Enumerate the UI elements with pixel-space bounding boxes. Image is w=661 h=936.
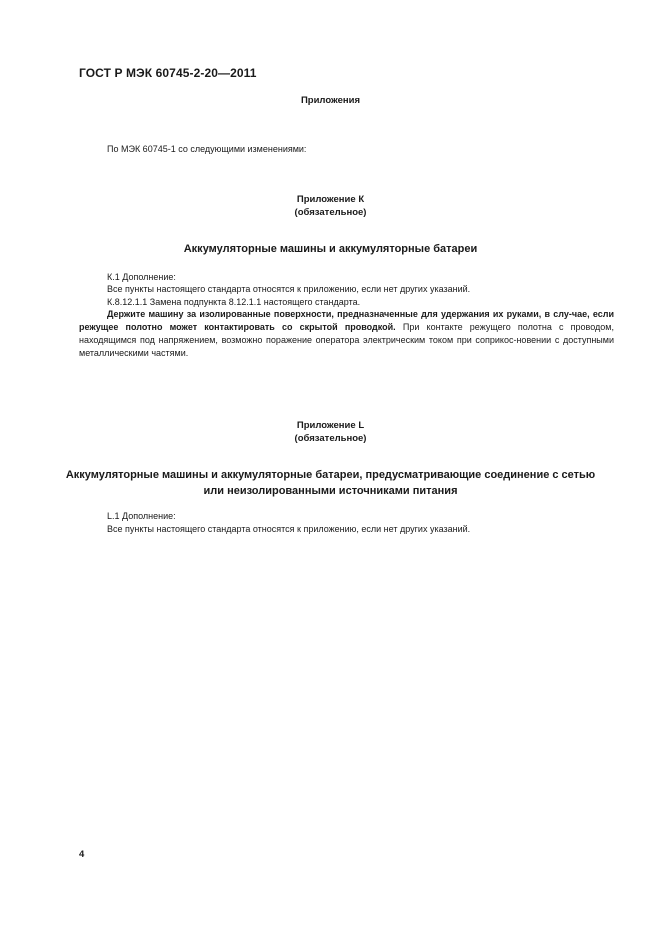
annex-l-header (0, 419, 661, 445)
annex-l-clause-l1: L.1 Дополнение: (107, 511, 176, 521)
annex-k-warning-paragraph (79, 308, 614, 360)
annex-l-title-line2: или неизолированными источниками питания (203, 485, 458, 497)
annex-k-heading: Приложение К (296, 194, 365, 205)
annex-k-warning-normal: При контакте режущего полотна с проводом, находящимся под напряжением, возможно поражение оператора электрическим током при соприкос-новении с доступными металлическими частями. (79, 322, 614, 358)
annex-l-heading: Приложение L (296, 420, 365, 431)
annex-k-clause-k1: К.1 Дополнение: (107, 272, 176, 282)
section-title: Приложения (300, 95, 361, 106)
page-number: 4 (79, 849, 85, 860)
annex-l-title-line1: Аккумуляторные машины и аккумуляторные батареи, предусматривающие соединение с сетью (65, 469, 596, 481)
annex-k-header (0, 193, 661, 219)
annex-k-clause-k1-text: Все пункты настоящего стандарта относятся к приложению, если нет других указаний. (107, 284, 471, 294)
annex-k-title: Аккумуляторные машины и аккумуляторные батареи (183, 243, 478, 255)
document-code: ГОСТ Р МЭК 60745-2-20—2011 (79, 66, 257, 80)
annex-k-clause-k8: К.8.12.1.1 Замена подпункта 8.12.1.1 настоящего стандарта. (107, 297, 361, 307)
annex-l-title (0, 467, 661, 499)
annex-l-status: (обязательное) (294, 433, 367, 444)
annex-l-clause-l1-text: Все пункты настоящего стандарта относятся к приложению, если нет других указаний. (107, 524, 471, 534)
intro-text: По МЭК 60745-1 со следующими изменениями: (107, 144, 307, 154)
annex-k-warning-bold: Держите машину за изолированные поверхности, предназначенные для удержания их руками, в слу-чае, если режущее полотно может контактировать со скрытой проводкой. (79, 309, 614, 332)
annex-k-status: (обязательное) (294, 207, 367, 218)
